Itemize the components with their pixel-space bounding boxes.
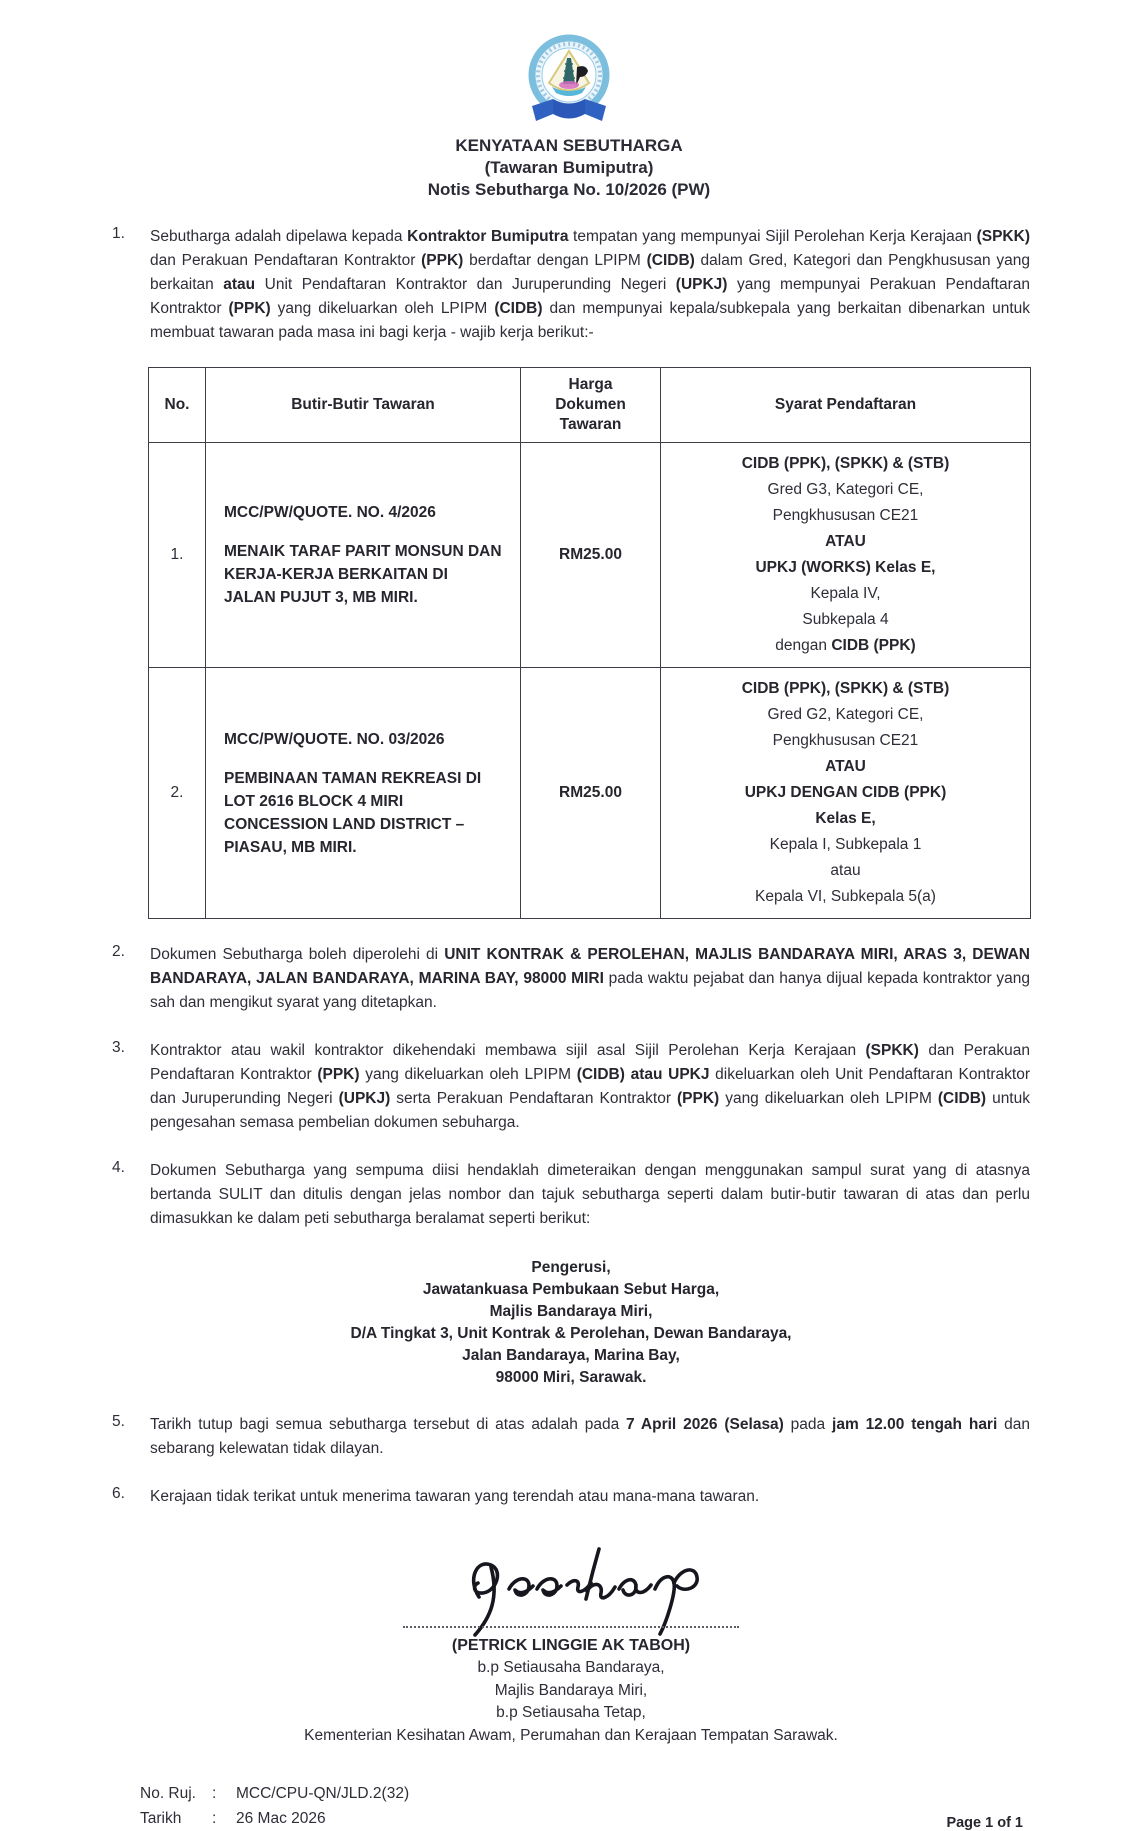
row-2-butir: MCC/PW/QUOTE. NO. 03/2026 PEMBINAAN TAMAN REKREASI DI LOT 2616 BLOCK 4 MIRI CONCESSION LAND DISTRICT – PIASAU, MB MIRI. — [206, 668, 521, 919]
signatory-name: (PETRICK LINGGIE AK TABOH) — [451, 1637, 691, 1654]
ref-separator: : — [212, 1785, 217, 1802]
ref-value: MCC/CPU-QN/JLD.2(32) — [236, 1785, 410, 1802]
paragraph-6 — [112, 1485, 1030, 1509]
signature-block — [112, 1535, 1030, 1747]
document-body — [112, 225, 1030, 1747]
paragraph-3-number: 3. — [112, 1039, 125, 1056]
row-2-harga: RM25.00 — [521, 668, 661, 919]
submission-address-block: Pengerusi, Jawatankuasa Pembukaan Sebut Harga, Majlis Bandaraya Miri, D/A Tingkat 3, Unit Kontrak & Perolehan, Dewan Bandaraya, Jalan Bandaraya, Marina Bay, 98000 Miri, Sarawak. — [350, 1259, 792, 1386]
paragraph-2-number: 2. — [112, 943, 125, 960]
page-number: Page 1 of 1 — [946, 1815, 1023, 1831]
page-subtitle: (Tawaran Bumiputra) — [484, 158, 654, 177]
paragraph-4-number: 4. — [112, 1159, 125, 1176]
table-header-row — [149, 368, 1031, 443]
paragraph-2-text: Dokumen Sebutharga boleh diperolehi di UNIT KONTRAK & PEROLEHAN, MAJLIS BANDARAYA MIRI, ARAS 3, DEWAN BANDARAYA, JALAN BANDARAYA, MARINA BAY, 98000 MIRI pada waktu pejabat dan hanya dijual kepada kontraktor yang sah dan mengikut syarat yang ditetapkan. — [150, 946, 1030, 1011]
paragraph-2 — [112, 943, 1030, 1015]
date-row — [140, 1806, 409, 1831]
col-header-no: No. — [149, 368, 206, 443]
ref-label: No. Ruj. — [140, 1785, 196, 1802]
signatory-titles: b.p Setiausaha Bandaraya, Majlis Bandaraya Miri, b.p Setiausaha Tetap, Kementerian Kesihatan Awam, Perumahan dan Kerajaan Tempatan Sarawak. — [304, 1659, 838, 1744]
page-title: KENYATAAN SEBUTHARGA — [455, 136, 683, 155]
footer-reference — [140, 1781, 409, 1831]
ref-row — [140, 1781, 409, 1806]
date-value: 26 Mac 2026 — [236, 1810, 326, 1827]
paragraph-3-text: Kontraktor atau wakil kontraktor dikehendaki membawa sijil asal Sijil Perolehan Kerja Kerajaan (SPKK) dan Perakuan Pendaftaran Kontraktor (PPK) yang dikeluarkan oleh LPIPM (CIDB) atau UPKJ dikeluarkan oleh Unit Pendaftaran Kontraktor dan Juruperunding Negeri (UPKJ) serta Perakuan Pendaftaran Kontraktor (PPK) yang dikeluarkan oleh LPIPM (CIDB) untuk pengesahan semasa pembelian dokumen sebuharga. — [150, 1042, 1031, 1131]
notice-number: Notis Sebutharga No. 10/2026 (PW) — [427, 180, 711, 199]
paragraph-6-text: Kerajaan tidak terikat untuk menerima tawaran yang terendah atau mana-mana tawaran. — [150, 1488, 760, 1505]
paragraph-6-number: 6. — [112, 1485, 125, 1502]
col-header-harga: Harga Dokumen Tawaran — [521, 368, 661, 443]
table-row-1 — [149, 443, 1031, 668]
col-header-butir: Butir-Butir Tawaran — [206, 368, 521, 443]
paragraph-5-text: Tarikh tutup bagi semua sebutharga tersebut di atas adalah pada 7 April 2026 (Selasa) pada jam 12.00 tengah hari dan sebarang kelewatan tidak dilayan. — [150, 1416, 1030, 1457]
paragraph-5-number: 5. — [112, 1413, 125, 1430]
paragraph-4 — [112, 1159, 1030, 1231]
paragraph-4-text: Dokumen Sebutharga yang sempuma diisi hendaklah dimeteraikan dengan menggunakan sampul surat yang di atasnya bertanda SULIT dan ditulis dengan jelas nombor dan tajuk sebutharga seperti dalam butir-butir tawaran di atas dan perlu dimasukkan ke dalam peti sebutharga beralamat seperti berikut: — [150, 1162, 1030, 1227]
paragraph-1-number: 1. — [112, 225, 125, 242]
paragraph-3 — [112, 1039, 1030, 1135]
majlis-bandaraya-miri-crest-icon — [523, 34, 615, 130]
row-1-syarat: CIDB (PPK), (SPKK) & (STB) Gred G3, Kategori CE, Pengkhususan CE21 ATAU UPKJ (WORKS) Kelas E, Kepala IV, Subkepala 4 dengan CIDB (PPK) — [661, 443, 1031, 668]
row-2-no: 2. — [149, 668, 206, 919]
table-row-2 — [149, 668, 1031, 919]
row-2-syarat: CIDB (PPK), (SPKK) & (STB) Gred G2, Kategori CE, Pengkhususan CE21 ATAU UPKJ DENGAN CIDB (PPK) Kelas E, Kepala I, Subkepala 1 atau Kepala VI, Subkepala 5(a) — [661, 668, 1031, 919]
document-header — [0, 0, 1138, 201]
paragraph-1 — [112, 225, 1030, 345]
document-footer — [140, 1781, 1023, 1831]
row-1-butir: MCC/PW/QUOTE. NO. 4/2026 MENAIK TARAF PARIT MONSUN DAN KERJA-KERJA BERKAITAN DI JALAN PUJUT 3, MB MIRI. — [206, 443, 521, 668]
col-header-syarat: Syarat Pendaftaran — [661, 368, 1031, 443]
date-label: Tarikh — [140, 1810, 182, 1827]
paragraph-1-text: Sebutharga adalah dipelawa kepada Kontraktor Bumiputra tempatan yang mempunyai Sijil Perolehan Kerja Kerajaan (SPKK) dan Perakuan Pendaftaran Kontraktor (PPK) berdaftar dengan LPIPM (CIDB) dalam Gred, Kategori dan Pengkhususan yang berkaitan atau Unit Pendaftaran Kontraktor dan Juruperunding Negeri (UPKJ) yang mempunyai Perakuan Pendaftaran Kontraktor (PPK) yang dikeluarkan oleh LPIPM (CIDB) dan mempunyai kepala/subkepala yang berkaitan dibenarkan untuk membuat tawaran pada masa ini bagi kerja - wajib kerja berikut:- — [150, 228, 1031, 341]
signature-dotted-line — [403, 1624, 739, 1628]
row-1-harga: RM25.00 — [521, 443, 661, 668]
row-1-no: 1. — [149, 443, 206, 668]
paragraph-5 — [112, 1413, 1030, 1461]
date-separator: : — [212, 1810, 217, 1827]
tender-table — [148, 367, 1031, 919]
